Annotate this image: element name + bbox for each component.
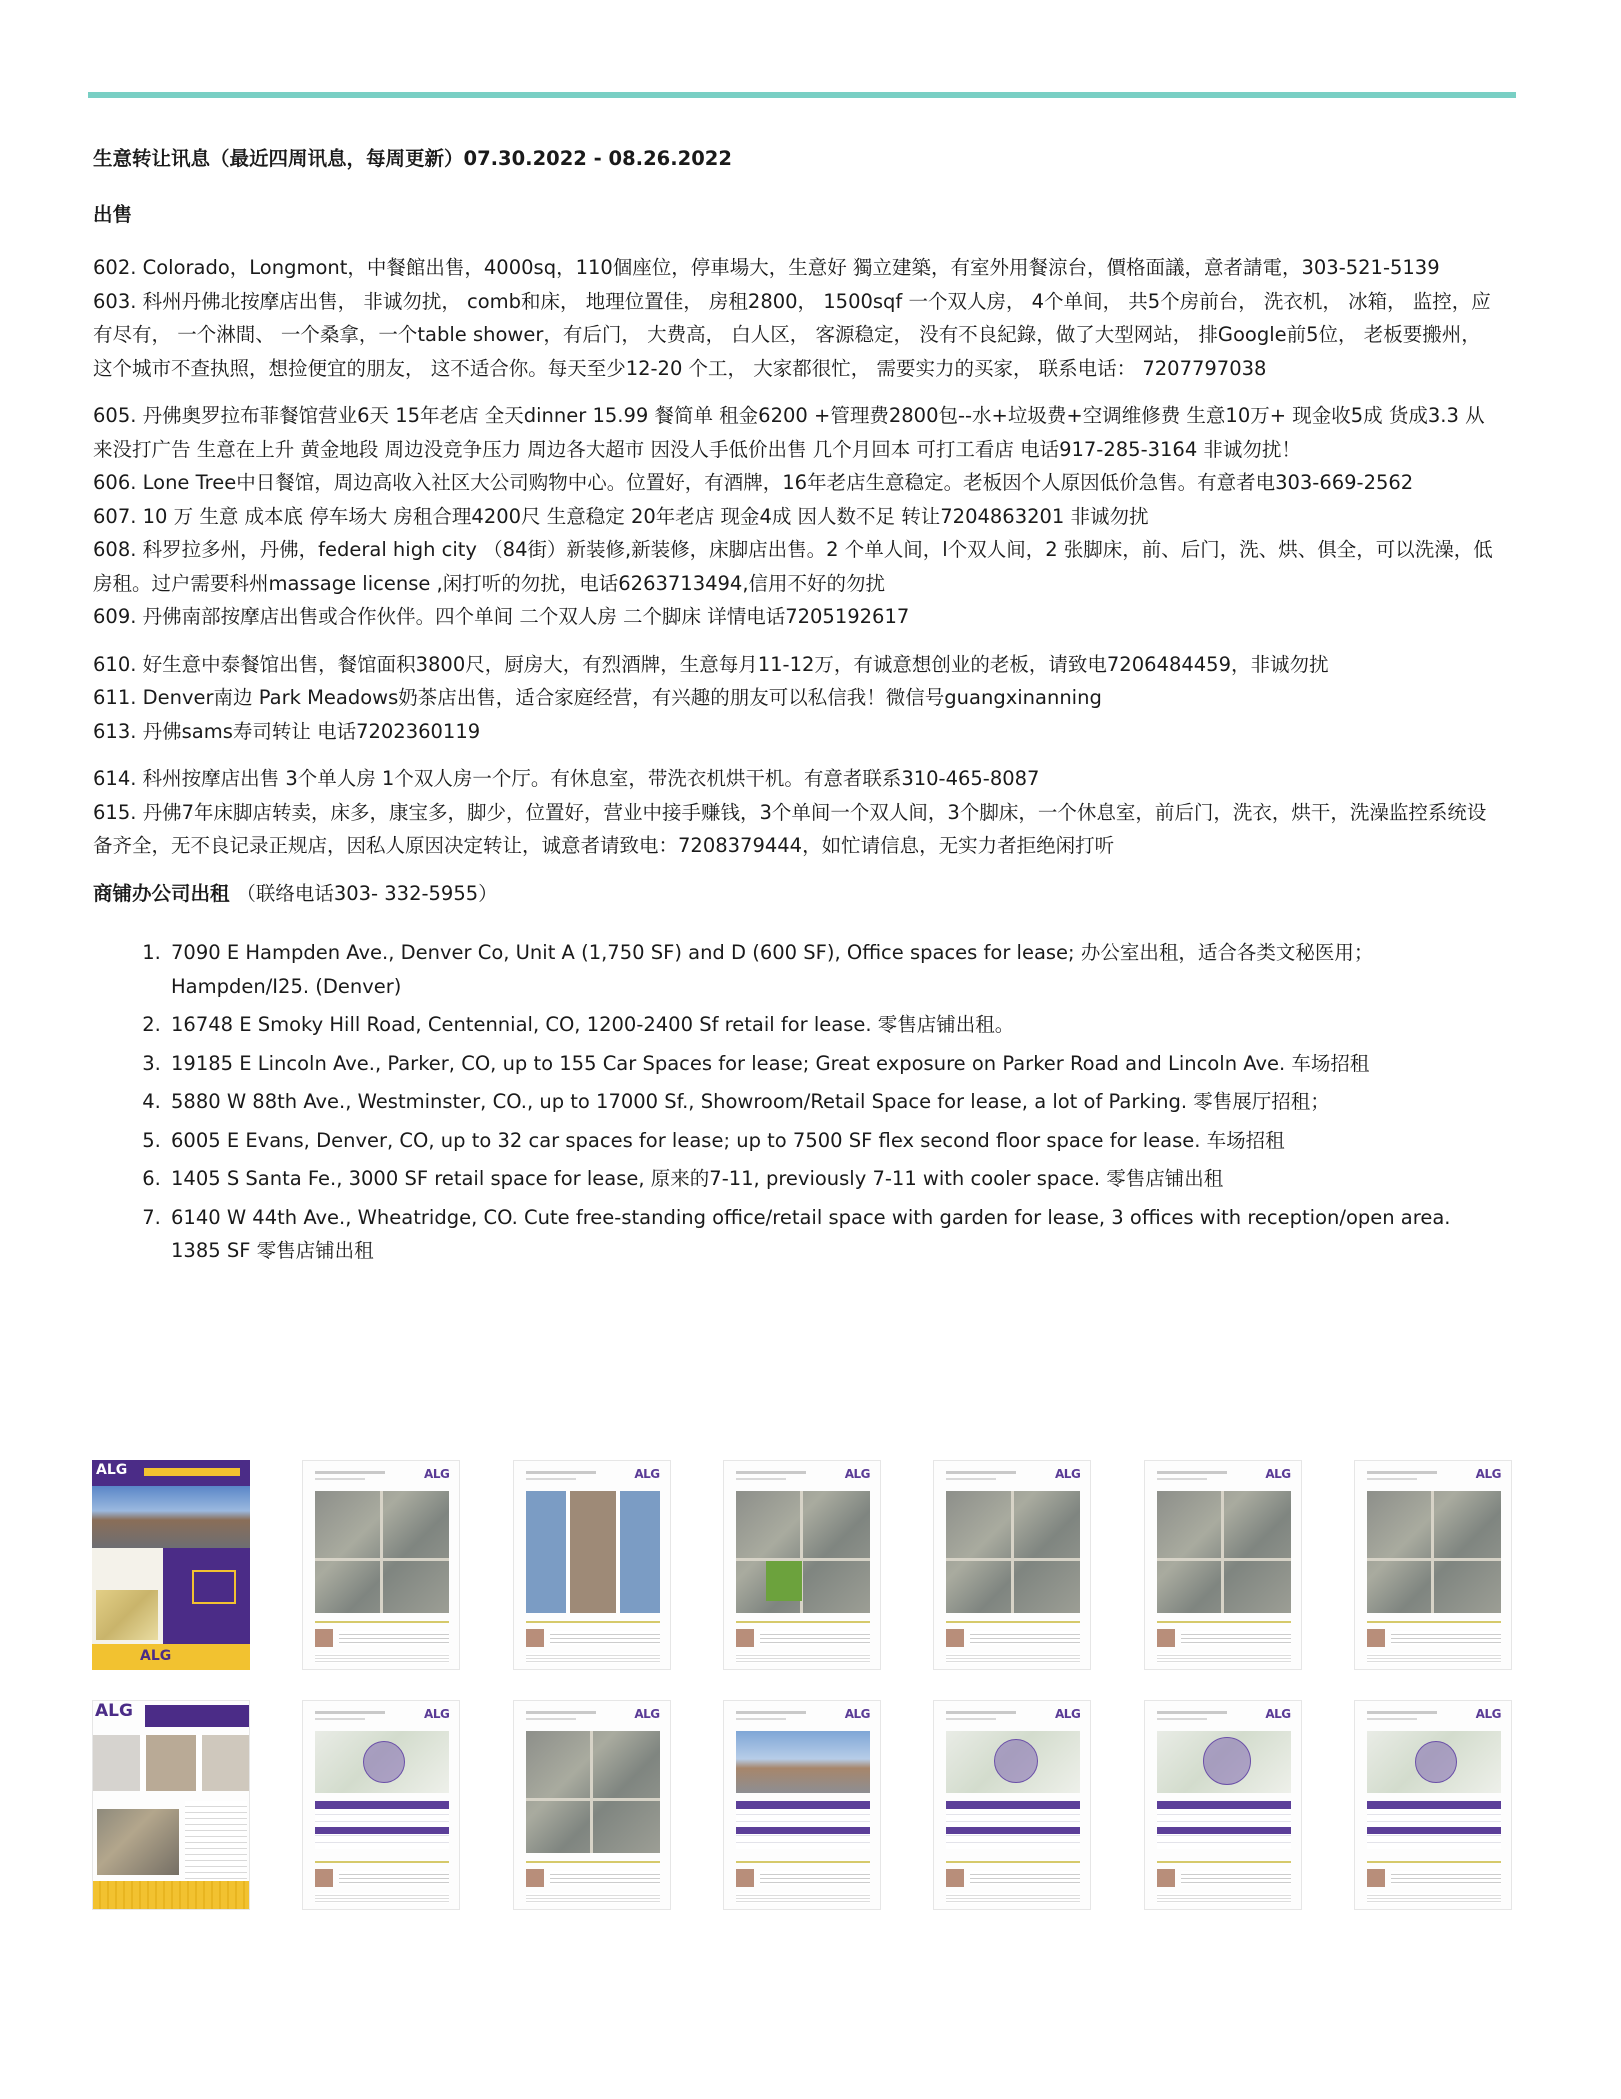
alg-logo: ALG — [424, 1707, 450, 1721]
lease-item: 2. 16748 E Smoky Hill Road, Centennial, CO, 1200-2400 Sf retail for lease. 零售店铺出租。 — [167, 1008, 1498, 1042]
listing-602: 602. Colorado，Longmont，中餐館出售，4000sq，110個座位，停車場大，生意好 獨立建築，有室外用餐涼台，價格面議，意者請電，303-521-5139 — [93, 256, 1440, 279]
alg-logo: ALG — [424, 1467, 450, 1481]
flyer-thumbnail[interactable] — [1354, 1460, 1512, 1670]
flyer-thumbnail[interactable] — [513, 1460, 671, 1670]
lease-item: 5. 6005 E Evans, Denver, CO, up to 32 car spaces for lease; up to 7500 SF flex second floor space for lease. 车场招租 — [167, 1124, 1498, 1158]
lease-phone: （联络电话303- 332-5955） — [236, 881, 498, 905]
flyer-thumbnail[interactable] — [933, 1460, 1091, 1670]
lease-item: 6. 1405 S Santa Fe., 3000 SF retail space for lease, 原来的7-11, previously 7-11 with cooler space. 零售店铺出租 — [167, 1162, 1498, 1196]
flyer-thumbnail[interactable] — [513, 1700, 671, 1910]
listing-615: 615. 丹佛7年床脚店转卖，床多，康宝多，脚少，位置好，营业中接手赚钱，3个单间一个双人间，3个脚床，一个休息室，前后门，洗衣，烘干，洗澡监控系统设备齐全，无不良记录正规店，因私人原因决定转让，诚意者请致电：7208379444，如忙请信息，无实力者拒绝闲打听 — [93, 800, 1487, 857]
listing-608: 608. 科罗拉多州，丹佛，federal high city （84街）新装修,新装修，床脚店出售。2 个单人间，l个双人间，2 张脚床，前、后门，洗、烘、俱全，可以洗澡，低房租。过户需要科州massage license ,闲打听的勿扰，电话6263713494,信用不好的勿扰 — [93, 538, 1493, 595]
flyer-thumbnail[interactable] — [302, 1700, 460, 1910]
lease-heading-text: 商铺办公司出租 — [93, 881, 230, 905]
flyer-thumbnails-row-2 — [92, 1700, 1512, 1910]
listing-607: 607. 10 万 生意 成本底 停车场大 房租合理4200尺 生意稳定 20年老店 现金4成 因人数不足 转让7204863201 非诚勿扰 — [93, 504, 1149, 528]
alg-logo: ALG — [1475, 1467, 1501, 1481]
alg-logo: ALG — [1055, 1467, 1081, 1481]
flyer-thumbnail[interactable] — [1144, 1700, 1302, 1910]
listing-613: 613. 丹佛sams寿司转让 电话7202360119 — [93, 719, 481, 743]
alg-logo: ALG — [1055, 1707, 1081, 1721]
lease-item: 1. 7090 E Hampden Ave., Denver Co, Unit A (1,750 SF) and D (600 SF), Office spaces for lease; 办公室出租，适合各类文秘医用；Hampden/I25. (Denver) — [167, 936, 1498, 1003]
alg-logo: ALG — [140, 1648, 172, 1664]
flyer-thumbnail[interactable] — [723, 1700, 881, 1910]
listing-610: 610. 好生意中泰餐馆出售，餐馆面积3800尺，厨房大，有烈酒牌，生意每月11-12万，有诚意想创业的老板，请致电7206484459，非诚勿扰 — [93, 652, 1329, 676]
alg-logo: ALG — [1265, 1467, 1291, 1481]
alg-logo: ALG — [1265, 1707, 1291, 1721]
alg-logo: ALG — [96, 1462, 128, 1478]
alg-logo: ALG — [844, 1707, 870, 1721]
alg-logo: ALG — [634, 1467, 660, 1481]
flyer-thumbnail[interactable] — [1144, 1460, 1302, 1670]
alg-logo: ALG — [95, 1701, 133, 1721]
flyer-thumbnail[interactable] — [302, 1460, 460, 1670]
flyer-thumbnail[interactable] — [933, 1700, 1091, 1910]
listing-606: 606. Lone Tree中日餐馆，周边高收入社区大公司购物中心。位置好，有酒牌，16年老店生意稳定。老板因个人原因低价急售。有意者电303-669-2562 — [93, 471, 1414, 494]
page-title: 生意转让讯息（最近四周讯息，每周更新）07.30.2022 - 08.26.2022 — [93, 147, 732, 170]
lease-item: 4. 5880 W 88th Ave., Westminster, CO., up to 17000 Sf., Showroom/Retail Space for lease, a lot of Parking. 零售展厅招租； — [167, 1085, 1498, 1119]
flyer-thumbnail[interactable] — [92, 1700, 250, 1910]
sale-listings — [93, 251, 1498, 863]
top-accent-bar — [88, 92, 1516, 98]
lease-item: 7. 6140 W 44th Ave., Wheatridge, CO. Cute free-standing office/retail space with garden for lease, 3 offices with reception/open area. 1385 SF 零售店铺出租 — [167, 1201, 1498, 1268]
flyer-thumbnail[interactable] — [1354, 1700, 1512, 1910]
listing-609: 609. 丹佛南部按摩店出售或合作伙伴。四个单间 二个双人房 二个脚床 详情电话7205192617 — [93, 605, 910, 628]
lease-heading — [93, 877, 1498, 911]
listing-603: 603. 科州丹佛北按摩店出售， 非诚勿扰， comb和床， 地理位置佳， 房租2800， 1500sqf 一个双人房， 4个单间， 共5个房前台， 洗衣机， 冰箱， 监控，应有尽有， 一个淋間、 一个桑拿，一个table shower，有后门， 大费高， 白人区， 客源稳定， 没有不良紀錄，做了大型网站， 排Google前5位， 老板要搬州， 这个城市不查执照，想捡便宜的朋友， 这不适合你。每天至少12-20 个工， 大家都很忙， 需要实力的买家， 联系电话： 7207797038 — [93, 289, 1491, 380]
flyer-thumbnails-row-1 — [92, 1460, 1512, 1670]
listing-614: 614. 科州按摩店出售 3个单人房 1个双人房一个厅。有休息室，带洗衣机烘干机。有意者联系310-465-8087 — [93, 767, 1040, 790]
sale-heading: 出售 — [93, 202, 133, 226]
listing-611: 611. Denver南边 Park Meadows奶茶店出售，适合家庭经营，有兴趣的朋友可以私信我！微信号guangxinanning — [93, 686, 1102, 709]
alg-logo: ALG — [1475, 1707, 1501, 1721]
lease-list — [93, 936, 1498, 1268]
flyer-thumbnail[interactable] — [92, 1460, 250, 1670]
alg-logo: ALG — [844, 1467, 870, 1481]
flyer-thumbnail[interactable] — [723, 1460, 881, 1670]
listing-605: 605. 丹佛奥罗拉布菲餐馆营业6天 15年老店 全天dinner 15.99 餐简单 租金6200 +管理费2800包--水+垃圾费+空调维修费 生意10万+ 现金收5成 货成3.3 从来没打广告 生意在上升 黄金地段 周边没竞争压力 周边各大超市 因没人手低价出售 几个月回本 可打工看店 电话917-285-3164 非诚勿扰！ — [93, 404, 1485, 461]
document-body — [93, 142, 1498, 1273]
lease-item: 3. 19185 E Lincoln Ave., Parker, CO, up to 155 Car Spaces for lease; Great exposure on Parker Road and Lincoln Ave. 车场招租 — [167, 1047, 1498, 1081]
alg-logo: ALG — [634, 1707, 660, 1721]
